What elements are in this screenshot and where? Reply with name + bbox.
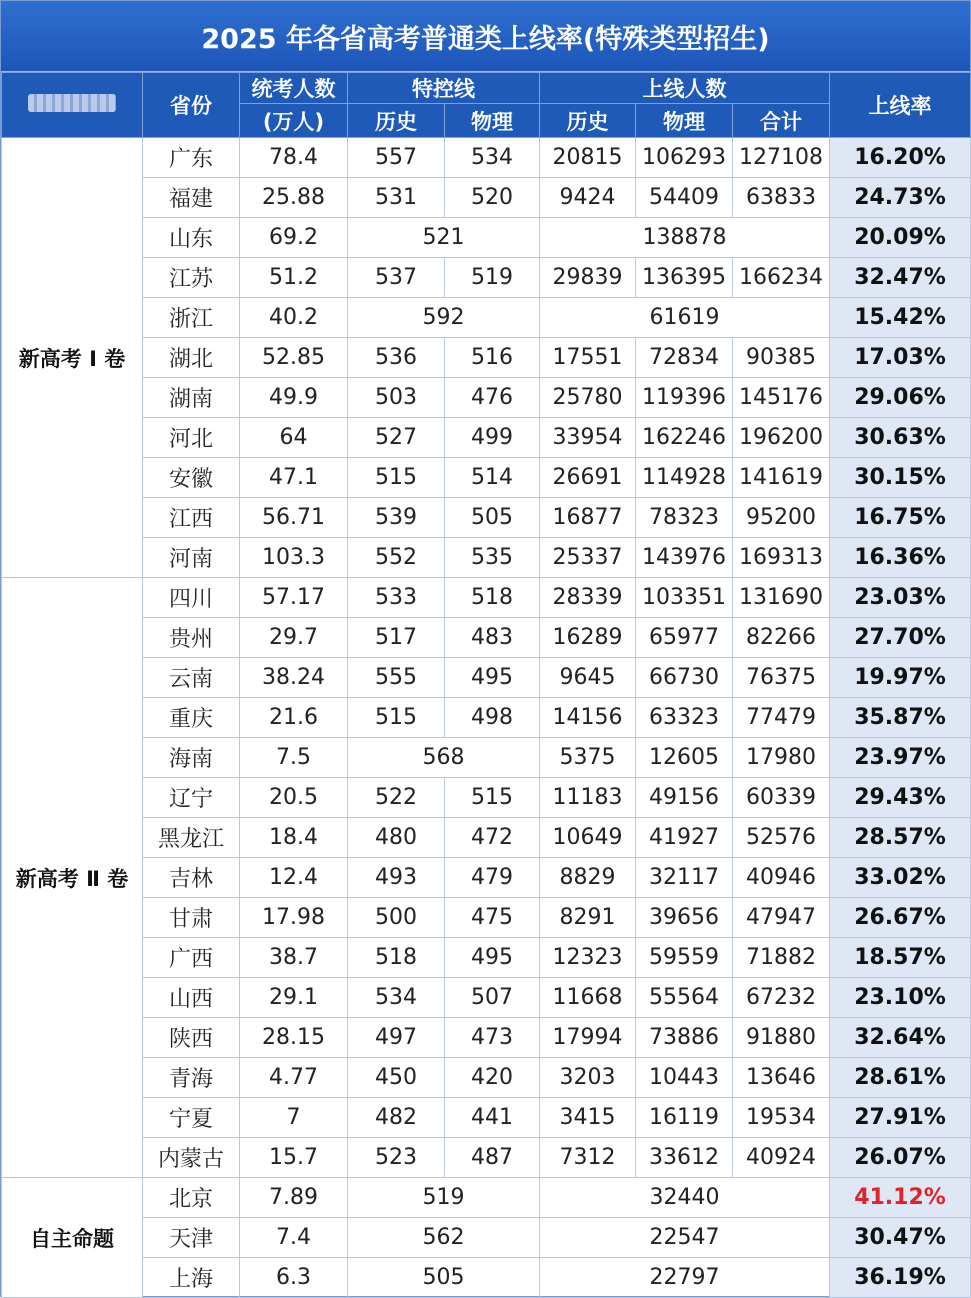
province-cell: 山东 [143,218,240,258]
table-row [2,978,971,1018]
passers-cell: 32440 [540,1178,830,1218]
examinees-cell: 38.24 [240,658,348,698]
examinees-cell: 69.2 [240,218,348,258]
table-row [2,418,971,458]
province-cell: 宁夏 [143,1098,240,1138]
passers-history-cell: 14156 [540,698,636,738]
passers-total-cell: 52576 [733,818,830,858]
passers-history-cell: 29839 [540,258,636,298]
examinees-cell: 49.9 [240,378,348,418]
rate-cell: 23.03% [830,578,971,618]
passers-physics-cell: 10443 [636,1058,733,1098]
table-row [2,1018,971,1058]
table-row [2,258,971,298]
rate-cell: 23.10% [830,978,971,1018]
examinees-cell: 52.85 [240,338,348,378]
examinees-cell: 38.7 [240,938,348,978]
province-cell: 贵州 [143,618,240,658]
control-line-physics-cell: 507 [445,978,540,1018]
passers-history-cell: 3415 [540,1098,636,1138]
examinees-cell: 28.15 [240,1018,348,1058]
control-line-history-cell: 480 [348,818,445,858]
header-category [2,73,143,138]
control-line-cell: 592 [348,298,540,338]
control-line-physics-cell: 534 [445,138,540,178]
examinees-cell: 40.2 [240,298,348,338]
passers-physics-cell: 114928 [636,458,733,498]
passers-history-cell: 7312 [540,1138,636,1178]
province-cell: 四川 [143,578,240,618]
passers-total-cell: 60339 [733,778,830,818]
province-cell: 海南 [143,738,240,778]
header-line-history: 历史 [348,104,445,138]
control-line-physics-cell: 516 [445,338,540,378]
passers-physics-cell: 39656 [636,898,733,938]
rate-cell: 27.91% [830,1098,971,1138]
province-cell: 湖南 [143,378,240,418]
passers-total-cell: 13646 [733,1058,830,1098]
control-line-physics-cell: 487 [445,1138,540,1178]
examinees-cell: 25.88 [240,178,348,218]
examinees-cell: 15.7 [240,1138,348,1178]
control-line-physics-cell: 475 [445,898,540,938]
passers-physics-cell: 73886 [636,1018,733,1058]
province-cell: 云南 [143,658,240,698]
table-row [2,1218,971,1258]
table-row [2,658,971,698]
control-line-history-cell: 515 [348,458,445,498]
examinees-cell: 29.1 [240,978,348,1018]
control-line-history-cell: 515 [348,698,445,738]
passers-total-cell: 196200 [733,418,830,458]
control-line-physics-cell: 535 [445,538,540,578]
control-line-history-cell: 555 [348,658,445,698]
control-line-cell: 519 [348,1178,540,1218]
rate-cell: 26.67% [830,898,971,938]
passers-history-cell: 3203 [540,1058,636,1098]
control-line-history-cell: 450 [348,1058,445,1098]
passers-history-cell: 20815 [540,138,636,178]
rate-cell: 28.57% [830,818,971,858]
group-label: 新高考 Ⅱ 卷 [2,578,143,1178]
control-line-history-cell: 537 [348,258,445,298]
province-cell: 上海 [143,1258,240,1298]
examinees-cell: 47.1 [240,458,348,498]
header-examinees-line2: (万人) [240,104,348,138]
control-line-physics-cell: 441 [445,1098,540,1138]
rate-cell: 16.20% [830,138,971,178]
control-line-physics-cell: 518 [445,578,540,618]
rate-cell: 30.63% [830,418,971,458]
control-line-physics-cell: 498 [445,698,540,738]
passers-total-cell: 91880 [733,1018,830,1058]
passers-physics-cell: 66730 [636,658,733,698]
province-cell: 山西 [143,978,240,1018]
passers-history-cell: 9645 [540,658,636,698]
rate-cell: 35.87% [830,698,971,738]
control-line-history-cell: 517 [348,618,445,658]
header-pass-history: 历史 [540,104,636,138]
passers-history-cell: 9424 [540,178,636,218]
table-row [2,858,971,898]
province-cell: 天津 [143,1218,240,1258]
rate-cell: 20.09% [830,218,971,258]
control-line-physics-cell: 499 [445,418,540,458]
table-row [2,778,971,818]
passers-physics-cell: 136395 [636,258,733,298]
province-cell: 湖北 [143,338,240,378]
passers-physics-cell: 143976 [636,538,733,578]
passers-cell: 22547 [540,1218,830,1258]
passers-history-cell: 11183 [540,778,636,818]
examinees-cell: 7.4 [240,1218,348,1258]
passers-physics-cell: 59559 [636,938,733,978]
examinees-cell: 103.3 [240,538,348,578]
passers-physics-cell: 54409 [636,178,733,218]
header-province: 省份 [143,73,240,138]
passers-physics-cell: 103351 [636,578,733,618]
passers-total-cell: 71882 [733,938,830,978]
control-line-cell: 521 [348,218,540,258]
rate-cell: 29.43% [830,778,971,818]
passers-total-cell: 145176 [733,378,830,418]
passers-physics-cell: 55564 [636,978,733,1018]
control-line-physics-cell: 479 [445,858,540,898]
rate-cell: 27.70% [830,618,971,658]
control-line-physics-cell: 495 [445,658,540,698]
passers-physics-cell: 162246 [636,418,733,458]
province-cell: 河北 [143,418,240,458]
rate-cell: 16.75% [830,498,971,538]
examinees-cell: 7.89 [240,1178,348,1218]
admission-rate-table [1,72,971,1298]
passers-total-cell: 169313 [733,538,830,578]
rate-cell: 28.61% [830,1058,971,1098]
control-line-cell: 562 [348,1218,540,1258]
passers-physics-cell: 78323 [636,498,733,538]
rate-cell: 24.73% [830,178,971,218]
control-line-physics-cell: 483 [445,618,540,658]
passers-physics-cell: 49156 [636,778,733,818]
passers-total-cell: 40924 [733,1138,830,1178]
header-passers: 上线人数 [540,73,830,104]
table-row [2,1098,971,1138]
table-row [2,378,971,418]
passers-history-cell: 17551 [540,338,636,378]
province-cell: 青海 [143,1058,240,1098]
table-body [2,138,971,1298]
examinees-cell: 6.3 [240,1258,348,1298]
passers-history-cell: 10649 [540,818,636,858]
passers-total-cell: 166234 [733,258,830,298]
table-row [2,1138,971,1178]
table-row [2,218,971,258]
control-line-history-cell: 552 [348,538,445,578]
control-line-physics-cell: 476 [445,378,540,418]
table-row [2,538,971,578]
group-label: 新高考 Ⅰ 卷 [2,138,143,578]
passers-total-cell: 90385 [733,338,830,378]
table-row [2,578,971,618]
rate-cell: 16.36% [830,538,971,578]
passers-physics-cell: 106293 [636,138,733,178]
control-line-physics-cell: 420 [445,1058,540,1098]
table-row [2,738,971,778]
province-cell: 广东 [143,138,240,178]
passers-physics-cell: 65977 [636,618,733,658]
examinees-cell: 29.7 [240,618,348,658]
control-line-physics-cell: 505 [445,498,540,538]
passers-total-cell: 77479 [733,698,830,738]
passers-physics-cell: 72834 [636,338,733,378]
control-line-history-cell: 522 [348,778,445,818]
rate-cell: 32.64% [830,1018,971,1058]
control-line-history-cell: 497 [348,1018,445,1058]
passers-physics-cell: 41927 [636,818,733,858]
control-line-history-cell: 527 [348,418,445,458]
province-cell: 黑龙江 [143,818,240,858]
table-row [2,938,971,978]
rate-cell: 23.97% [830,738,971,778]
table-row [2,698,971,738]
table-row [2,498,971,538]
examinees-cell: 56.71 [240,498,348,538]
examinees-cell: 78.4 [240,138,348,178]
table-row [2,1178,971,1218]
blurred-label [28,94,116,112]
passers-history-cell: 25780 [540,378,636,418]
passers-physics-cell: 12605 [636,738,733,778]
table-row [2,458,971,498]
passers-total-cell: 76375 [733,658,830,698]
table-row [2,1258,971,1298]
rate-cell: 19.97% [830,658,971,698]
control-line-history-cell: 557 [348,138,445,178]
passers-total-cell: 127108 [733,138,830,178]
rate-cell: 30.15% [830,458,971,498]
table-row [2,618,971,658]
province-cell: 江苏 [143,258,240,298]
control-line-history-cell: 539 [348,498,445,538]
control-line-history-cell: 493 [348,858,445,898]
passers-history-cell: 33954 [540,418,636,458]
passers-history-cell: 16877 [540,498,636,538]
rate-cell: 36.19% [830,1258,971,1298]
table-row [2,178,971,218]
control-line-history-cell: 533 [348,578,445,618]
province-cell: 安徽 [143,458,240,498]
passers-history-cell: 26691 [540,458,636,498]
control-line-physics-cell: 473 [445,1018,540,1058]
passers-history-cell: 17994 [540,1018,636,1058]
control-line-cell: 505 [348,1258,540,1298]
table-row [2,298,971,338]
table-row [2,338,971,378]
passers-total-cell: 19534 [733,1098,830,1138]
province-cell: 陕西 [143,1018,240,1058]
control-line-history-cell: 518 [348,938,445,978]
passers-total-cell: 67232 [733,978,830,1018]
province-cell: 内蒙古 [143,1138,240,1178]
control-line-cell: 568 [348,738,540,778]
control-line-history-cell: 503 [348,378,445,418]
passers-physics-cell: 119396 [636,378,733,418]
examinees-cell: 12.4 [240,858,348,898]
header-pass-physics: 物理 [636,104,733,138]
rate-cell: 15.42% [830,298,971,338]
rate-cell: 41.12% [830,1178,971,1218]
examinees-cell: 7.5 [240,738,348,778]
control-line-history-cell: 482 [348,1098,445,1138]
passers-history-cell: 28339 [540,578,636,618]
passers-history-cell: 16289 [540,618,636,658]
passers-total-cell: 47947 [733,898,830,938]
control-line-history-cell: 523 [348,1138,445,1178]
passers-total-cell: 95200 [733,498,830,538]
province-cell: 吉林 [143,858,240,898]
control-line-history-cell: 531 [348,178,445,218]
header-line-physics: 物理 [445,104,540,138]
passers-physics-cell: 33612 [636,1138,733,1178]
province-cell: 甘肃 [143,898,240,938]
province-cell: 福建 [143,178,240,218]
rate-cell: 17.03% [830,338,971,378]
examinees-cell: 64 [240,418,348,458]
passers-total-cell: 82266 [733,618,830,658]
passers-history-cell: 12323 [540,938,636,978]
rate-cell: 18.57% [830,938,971,978]
province-cell: 江西 [143,498,240,538]
passers-cell: 61619 [540,298,830,338]
control-line-physics-cell: 519 [445,258,540,298]
header-examinees-line1: 统考人数 [240,73,348,104]
examinees-cell: 57.17 [240,578,348,618]
table-row [2,818,971,858]
province-cell: 广西 [143,938,240,978]
passers-total-cell: 17980 [733,738,830,778]
examinees-cell: 18.4 [240,818,348,858]
passers-total-cell: 63833 [733,178,830,218]
passers-cell: 22797 [540,1258,830,1298]
table-row [2,898,971,938]
passers-total-cell: 40946 [733,858,830,898]
passers-physics-cell: 63323 [636,698,733,738]
examinees-cell: 51.2 [240,258,348,298]
examinees-cell: 7 [240,1098,348,1138]
control-line-history-cell: 536 [348,338,445,378]
group-label: 自主命题 [2,1178,143,1298]
passers-history-cell: 8829 [540,858,636,898]
province-cell: 河南 [143,538,240,578]
control-line-physics-cell: 472 [445,818,540,858]
province-cell: 北京 [143,1178,240,1218]
header-pass-total: 合计 [733,104,830,138]
control-line-physics-cell: 495 [445,938,540,978]
rate-cell: 29.06% [830,378,971,418]
passers-history-cell: 8291 [540,898,636,938]
rate-cell: 32.47% [830,258,971,298]
examinees-cell: 4.77 [240,1058,348,1098]
passers-history-cell: 11668 [540,978,636,1018]
examinees-cell: 20.5 [240,778,348,818]
header-rate: 上线率 [830,73,971,138]
passers-cell: 138878 [540,218,830,258]
passers-physics-cell: 32117 [636,858,733,898]
examinees-cell: 21.6 [240,698,348,738]
rate-cell: 30.47% [830,1218,971,1258]
passers-history-cell: 25337 [540,538,636,578]
passers-history-cell: 5375 [540,738,636,778]
province-cell: 浙江 [143,298,240,338]
passers-total-cell: 141619 [733,458,830,498]
control-line-physics-cell: 514 [445,458,540,498]
control-line-physics-cell: 520 [445,178,540,218]
header-control-line: 特控线 [348,73,540,104]
rate-cell: 26.07% [830,1138,971,1178]
page-title: 2025 年各省高考普通类上线率(特殊类型招生) [1,1,970,72]
passers-physics-cell: 16119 [636,1098,733,1138]
passers-total-cell: 131690 [733,578,830,618]
control-line-history-cell: 500 [348,898,445,938]
province-cell: 重庆 [143,698,240,738]
province-cell: 辽宁 [143,778,240,818]
control-line-history-cell: 534 [348,978,445,1018]
rate-cell: 33.02% [830,858,971,898]
table-row [2,1058,971,1098]
control-line-physics-cell: 515 [445,778,540,818]
table-row [2,138,971,178]
examinees-cell: 17.98 [240,898,348,938]
